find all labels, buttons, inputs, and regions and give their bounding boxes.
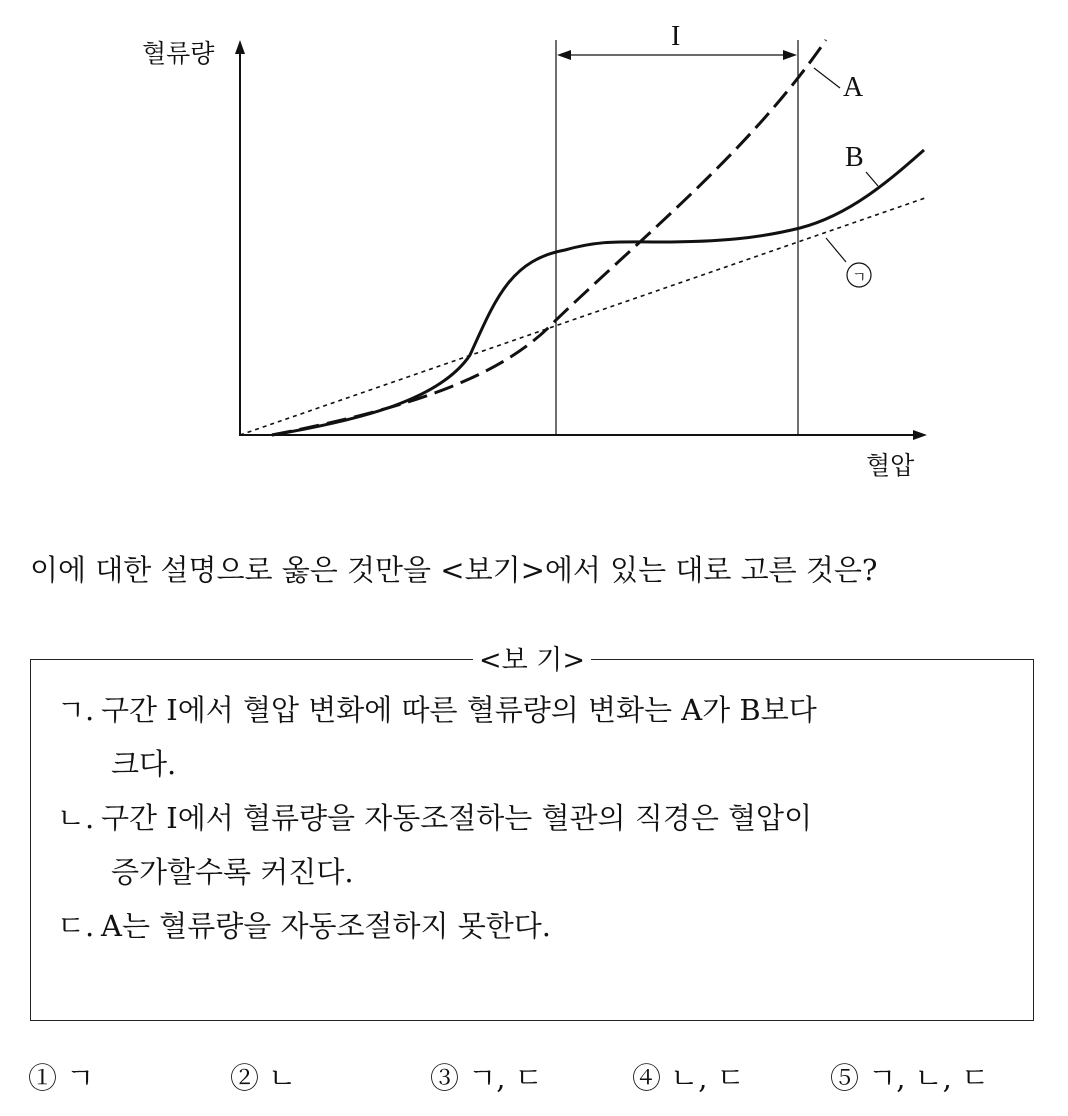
series-B-label: B (845, 142, 864, 173)
bogi-item-2-text: 구간 I에서 혈류량을 자동조절하는 혈관의 직경은 혈압이 (101, 801, 813, 835)
series-reference-leader (826, 238, 846, 262)
x-axis-arrow (913, 430, 927, 440)
bogi-item-3-text: A는 혈류량을 자동조절하지 못한다. (101, 909, 552, 943)
bogi-box (30, 645, 1034, 1021)
series-B-leader (866, 172, 878, 186)
bogi-item-1 (57, 688, 817, 729)
bogi-item-1-text: 구간 I에서 혈압 변화에 따른 혈류량의 변화는 A가 B보다 (101, 693, 817, 727)
bogi-item-3 (57, 904, 551, 945)
blood-flow-graph (0, 0, 1068, 500)
y-axis-label: 혈류량 (142, 39, 215, 68)
choice-1[interactable]: ① ㄱ (28, 1061, 95, 1095)
bogi-item-1-cont: 크다. (111, 747, 177, 781)
series-A-label: A (843, 72, 864, 103)
bogi-item-2 (57, 796, 812, 837)
series-B-curve (272, 150, 924, 435)
interval-label: I (671, 21, 681, 52)
series-reference-line (240, 197, 928, 435)
bogi-title: <보 기> (473, 638, 591, 677)
bogi-item-3-mark: ㄷ. (57, 909, 95, 943)
bogi-item-1-mark: ㄱ. (57, 693, 95, 727)
choice-2[interactable]: ② ㄴ (230, 1061, 297, 1095)
question-text: 이에 대한 설명으로 옳은 것만을 <보기>에서 있는 대로 고른 것은? (30, 553, 878, 587)
interval-arrowhead-right (783, 50, 797, 60)
bogi-item-2-cont: 증가할수록 커진다. (111, 855, 354, 889)
series-reference-glyph: ㄱ (852, 268, 867, 286)
x-axis-label: 혈압 (866, 451, 915, 480)
choice-3[interactable]: ③ ㄱ, ㄷ (430, 1061, 543, 1095)
choice-4[interactable]: ④ ㄴ, ㄷ (632, 1061, 745, 1095)
bogi-item-2-mark: ㄴ. (57, 801, 95, 835)
y-axis-arrow (235, 40, 245, 54)
choice-5[interactable]: ⑤ ㄱ, ㄴ, ㄷ (830, 1061, 990, 1095)
series-A-leader (814, 68, 840, 88)
interval-arrowhead-left (557, 50, 571, 60)
